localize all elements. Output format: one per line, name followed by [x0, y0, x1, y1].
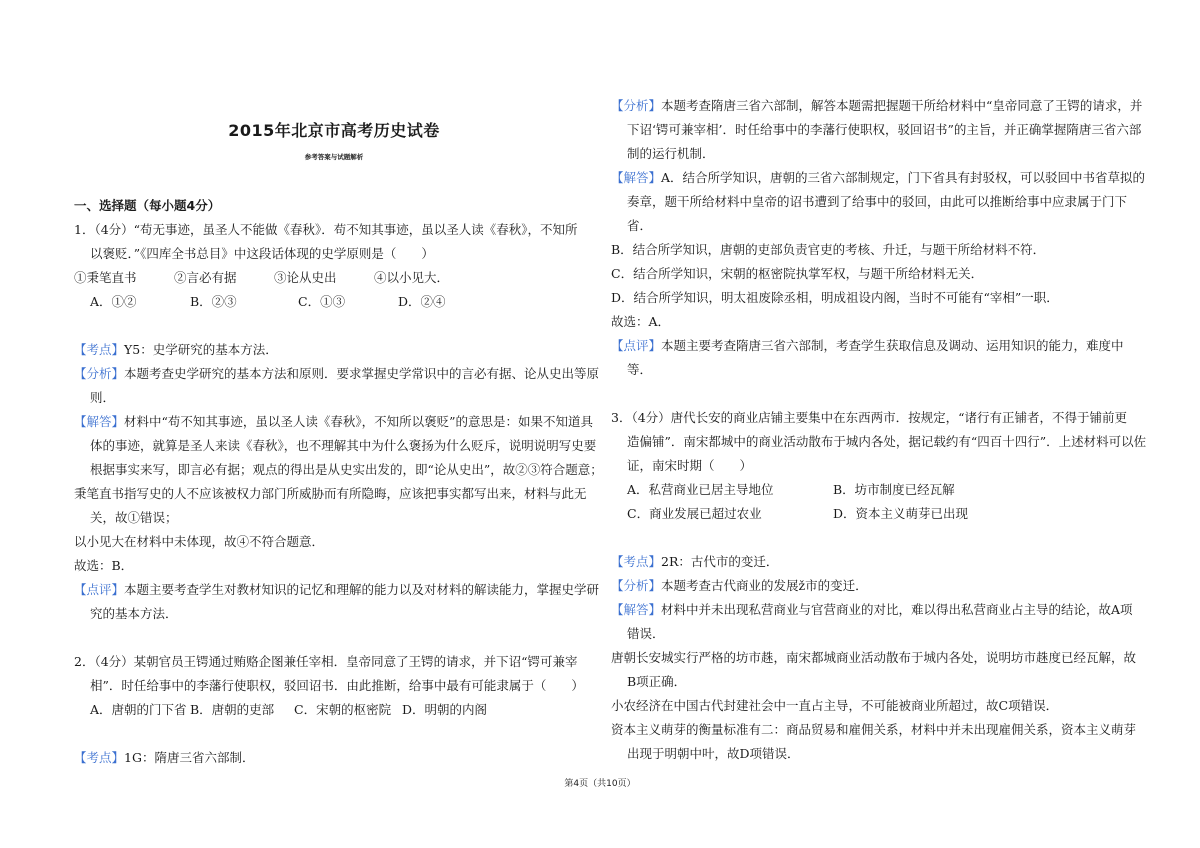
- q1-jieda-line2: 体的事迹，就算是圣人来读《春秋》，也不理解其中为什么褒扬为什么贬斥，说明说明写史要: [90, 438, 597, 453]
- q2-kaodian: [74, 746, 254, 770]
- q3-options-row1: [627, 478, 955, 502]
- q3-option-b: B．坊市制度已经瓦解: [833, 482, 955, 497]
- q1-option-d: D．②④: [398, 294, 446, 309]
- page-subtitle: 参考答案与试题解析: [304, 153, 364, 161]
- q2-jieda: [611, 166, 1145, 190]
- q3-jieda: [611, 598, 1133, 622]
- q2-jieda-text: A．结合所学知识，唐朝的三省六部制规定，门下省具有封驳权，可以驳回中书省草拟的: [661, 170, 1146, 185]
- q2-options: [90, 698, 487, 722]
- fenxi-tag: 【分析】: [611, 98, 662, 113]
- q1-option-c: C．①③: [298, 294, 346, 309]
- q2-fenxi: [611, 94, 1142, 118]
- kaodian-tag: 【考点】: [74, 750, 125, 765]
- q3-kaodian: [611, 550, 778, 574]
- q1-option-b: B．②③: [190, 294, 237, 309]
- q3-stem-line1: 3．（4分）唐代长安的商业店铺主要集中在东西两市．按规定，“诸行有正铺者，不得于铺前更: [611, 410, 1128, 425]
- section-heading: 一、选择题（每小题4分）: [74, 198, 221, 213]
- q2-stem-line1: 2．（4分）某朝官员王锷通过贿赂企图兼任宰相．皇帝同意了王锷的请求，并下诏“锷可兼宰: [74, 654, 578, 669]
- q1-kaodian: [74, 338, 278, 362]
- q2-option-d: D．明朝的内阁: [402, 702, 488, 717]
- q2-fenxi-line2: 下诏‘锷可兼宰相’．时任给事中的李藩行使职权，驳回诏书”的主旨，并正确掌握隋唐三省六部: [627, 122, 1142, 137]
- q2-jieda-d: D．结合所学知识，明太祖废除丞相，明成祖设内阁，当时不可能有“宰相”一职．: [611, 290, 1059, 305]
- q2-jieda-b: B．结合所学知识，唐朝的吏部负责官吏的考核、升迁，与题干所给材料不符．: [611, 242, 1046, 257]
- q3-fenxi: [611, 574, 868, 598]
- q3-stem-line2: 造偏铺”．南宋都城中的商业活动散布于城内各处，据记载约有“四百十四行”．上述材料可以佐: [627, 434, 1147, 449]
- q1-jieda-text: 材料中“苟不知其事迹，虽以圣人读《春秋》，不知所以褒贬”的意思是：如果不知道具: [124, 414, 594, 429]
- q2-jieda-line2: 奏章，题干所给材料中皇帝的诏书遭到了给事中的驳回，由此可以推断给事中应隶属于门下: [627, 194, 1128, 209]
- dianping-tag: 【点评】: [74, 582, 125, 597]
- kaodian-tag: 【考点】: [74, 342, 125, 357]
- q3-jieda-line6: 资本主义萌芽的衡量标准有二：商品贸易和雇佣关系，材料中并未出现雇佣关系，资本主义萌芽: [611, 722, 1137, 737]
- kaodian-tag: 【考点】: [611, 554, 662, 569]
- q1-kaodian-text: Y5：史学研究的基本方法．: [124, 342, 278, 357]
- jieda-tag: 【解答】: [74, 414, 125, 429]
- q1-jieda: [74, 410, 593, 434]
- jieda-tag: 【解答】: [611, 170, 662, 185]
- q1-dianping: [74, 578, 599, 602]
- q3-stem-line3: 证，南宋时期（ ）: [627, 458, 753, 473]
- q3-option-d: D．资本主义萌芽已出现: [833, 506, 969, 521]
- q2-jieda-line3: 省．: [627, 218, 653, 233]
- fenxi-tag: 【分析】: [74, 366, 125, 381]
- q3-option-c: C．商业发展已超过农业: [627, 506, 762, 521]
- jieda-tag: 【解答】: [611, 602, 662, 617]
- q1-fenxi: [74, 362, 599, 386]
- q3-options-row2: [627, 502, 968, 526]
- q2-dianping-line2: 等．: [627, 362, 653, 377]
- q2-jieda-c: C．结合所学知识，宋朝的枢密院执掌军权，与题干所给材料无关．: [611, 266, 984, 281]
- q2-dianping-text: 本题主要考查隋唐三省六部制，考查学生获取信息及调动、运用知识的能力，难度中: [661, 338, 1124, 353]
- q1-stem-line1: 1．（4分）“苟无事迹，虽圣人不能做《春秋》．苟不知其事迹，虽以圣人读《春秋》，不知所: [74, 222, 578, 237]
- page-title: 2015年北京市高考历史试卷: [228, 121, 440, 140]
- q2-dianping: [611, 334, 1124, 358]
- q1-jieda-line3: 根据事实来写，即言必有据；观点的得出是从史实出发的，即“论从史出”，故②③符合题意；: [90, 462, 603, 477]
- q3-fenxi-text: 本题考查古代商业的发展ž市的变迁．: [661, 578, 868, 593]
- q1-jieda-line6: 以小见大在材料中未体现，故④不符合题意．: [74, 534, 325, 549]
- q1-option-a: A．①②: [90, 294, 137, 309]
- q1-fenxi-line2: 则．: [90, 390, 116, 405]
- q3-jieda-line7: 出现于明朝中叶，故D项错误．: [627, 746, 800, 761]
- q2-option-b: B．唐朝的吏部: [190, 702, 275, 717]
- q2-kaodian-text: 1G：隋唐三省六部制．: [124, 750, 255, 765]
- q3-jieda-line2: 错误．: [627, 626, 665, 641]
- q1-fenxi-text: 本题考查史学研究的基本方法和原则．要求掌握史学常识中的言必有据、论从史出等原: [124, 366, 600, 381]
- page-footer: 第4页（共10页）: [564, 779, 636, 789]
- q1-jieda-line5: 关，故①错误；: [90, 510, 178, 525]
- q3-kaodian-text: 2R：古代市的变迁．: [661, 554, 779, 569]
- q2-option-c: C．宋朝的枢密院: [294, 702, 392, 717]
- fenxi-tag: 【分析】: [611, 578, 662, 593]
- q1-options: [90, 290, 446, 314]
- q3-jieda-line5: 小农经济在中国古代封建社会中一直占主导，不可能被商业所超过，故C项错误．: [611, 698, 1059, 713]
- q2-fenxi-text: 本题考查隋唐三省六部制，解答本题需把握题干所给材料中“皇帝同意了王锷的请求，并: [661, 98, 1143, 113]
- q1-dianping-text: 本题主要考查学生对教材知识的记忆和理解的能力以及对材料的解读能力，掌握史学研: [124, 582, 600, 597]
- q1-answer: 故选：B．: [74, 558, 134, 573]
- q3-option-a: A．私营商业已居主导地位: [627, 482, 774, 497]
- q2-answer: 故选：A．: [611, 314, 671, 329]
- q1-stem-line2: 以褒贬．”《四库全书总目》中这段话体现的史学原则是（ ）: [90, 246, 434, 261]
- q2-fenxi-line3: 制的运行机制．: [627, 146, 715, 161]
- q2-option-a: A．唐朝的门下省: [90, 702, 187, 717]
- q3-jieda-line3: 唐朝长安城实行严格的坊市趎，南宋都城商业活动散布于城内各处，说明坊市趎度已经瓦解，故: [611, 650, 1137, 665]
- q1-dianping-line2: 究的基本方法．: [90, 606, 178, 621]
- dianping-tag: 【点评】: [611, 338, 662, 353]
- q2-stem-line2: 相”．时任给事中的李藩行使职权，驳回诏书．由此推断，给事中最有可能隶属于（ ）: [90, 678, 584, 693]
- q3-jieda-text: 材料中并未出现私营商业与官营商业的对比，难以得出私营商业占主导的结论，故A项: [661, 602, 1133, 617]
- q1-jieda-line4: 秉笔直书指写史的人不应该被权力部门所威胁而有所隐晦，应该把事实都写出来，材料与此无: [74, 486, 587, 501]
- q3-jieda-line4: B项正确．: [627, 674, 687, 689]
- q1-items: ①秉笔直书 ②言必有据 ③论从史出 ④以小见大．: [74, 270, 450, 285]
